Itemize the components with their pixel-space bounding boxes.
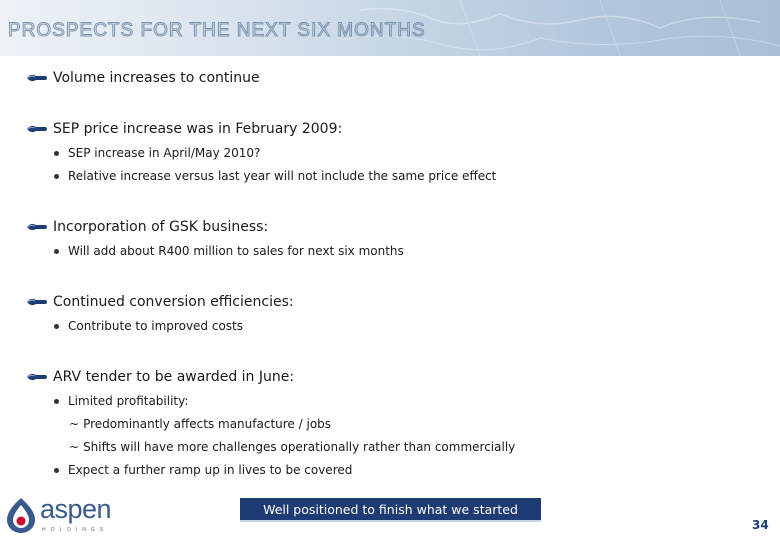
logo-wordmark: aspen [40,494,112,524]
section-heading-text: SEP price increase was in February 2009: [53,121,343,137]
bullet-item [54,144,260,162]
slide-title: PROSPECTS FOR THE NEXT SIX MONTHS [8,20,426,41]
page-number: 34 [752,518,769,532]
section-heading [26,292,294,312]
section-heading-text: Incorporation of GSK business: [53,219,269,235]
bullet-item [54,317,243,335]
aspen-logo [4,496,124,536]
section-heading-text: Volume increases to continue [53,70,260,86]
sub-bullet-item [69,415,331,433]
sub-bullet-text: Predominantly affects manufacture / jobs [83,417,332,431]
bullet-dot-icon [54,324,59,329]
bullet-item [54,167,496,185]
bullet-text: Contribute to improved costs [68,319,244,333]
bullet-dot-icon [54,468,59,473]
bullet-dot-icon [54,399,59,404]
bullet-text: Relative increase versus last year will not include the same price effect [68,169,497,183]
arrow-marker-icon [26,222,48,232]
section-heading [26,367,294,387]
sub-bullet-item [69,438,515,456]
section-heading [26,217,268,237]
section-heading [26,68,260,88]
tagline-banner: Well positioned to finish what we started [240,498,541,522]
arrow-marker-icon [26,124,48,134]
bullet-text: Will add about R400 million to sales for next six months [68,244,404,258]
sub-bullet-marker: ~ [69,417,80,431]
section-heading-text: ARV tender to be awarded in June: [53,369,295,385]
sub-bullet-text: Shifts will have more challenges operationally rather than commercially [83,440,516,454]
bullet-dot-icon [54,174,59,179]
arrow-marker-icon [26,73,48,83]
bullet-item [54,242,404,260]
bullet-item [54,392,188,410]
section-heading [26,119,342,139]
bullet-dot-icon [54,151,59,156]
bullet-item [54,461,352,479]
bullet-text: Expect a further ramp up in lives to be covered [68,463,353,477]
aspen-logo-mark-icon [4,496,38,534]
arrow-marker-icon [26,372,48,382]
bullet-dot-icon [54,249,59,254]
section-heading-text: Continued conversion efficiencies: [53,294,294,310]
logo-subtext: HOLDINGS [42,527,109,533]
sub-bullet-marker: ~ [69,440,80,454]
bullet-text: Limited profitability: [68,394,189,408]
arrow-marker-icon [26,297,48,307]
bullet-text: SEP increase in April/May 2010? [68,146,261,160]
